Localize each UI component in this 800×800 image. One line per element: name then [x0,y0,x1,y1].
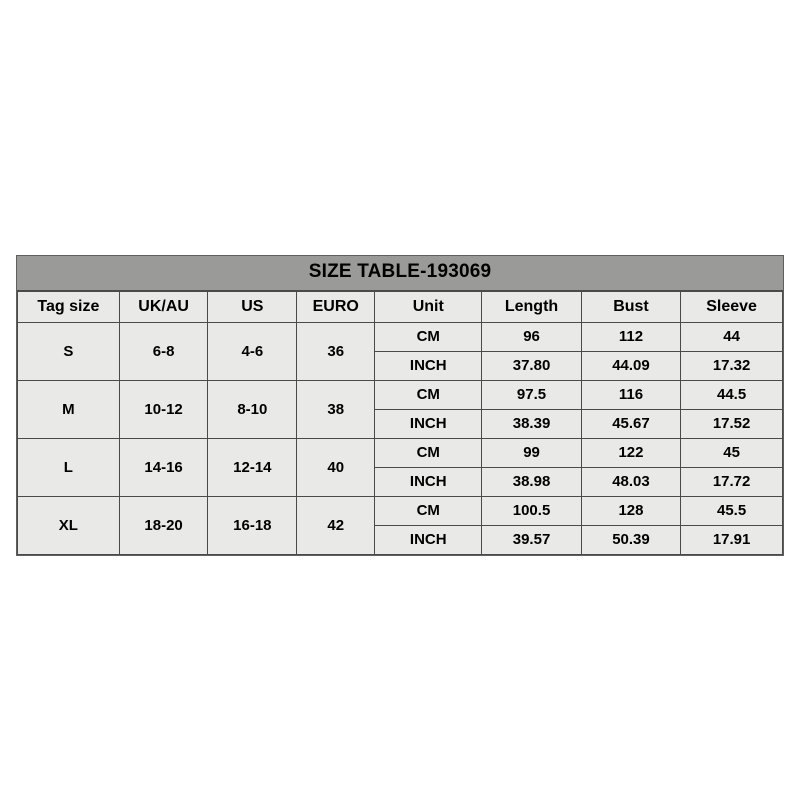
cell-uk-au: 6-8 [119,322,208,380]
cell-unit: CM [375,322,482,351]
cell-bust: 44.09 [581,351,680,380]
cell-length: 97.5 [482,380,581,409]
cell-length: 96 [482,322,581,351]
table-header-row [18,291,783,322]
cell-bust: 48.03 [581,467,680,496]
table-row [18,380,783,409]
cell-sleeve: 45.5 [681,496,783,525]
cell-sleeve: 45 [681,438,783,467]
cell-euro: 38 [297,380,375,438]
cell-length: 99 [482,438,581,467]
cell-unit: INCH [375,525,482,554]
size-chart-title: SIZE TABLE-193069 [17,256,783,291]
column-header-uk-au: UK/AU [119,291,208,322]
cell-unit: CM [375,438,482,467]
table-header [18,291,783,322]
cell-us: 16-18 [208,496,297,554]
table-row [18,438,783,467]
cell-bust: 50.39 [581,525,680,554]
size-table [17,291,783,555]
cell-sleeve: 17.91 [681,525,783,554]
cell-sleeve: 44.5 [681,380,783,409]
cell-uk-au: 10-12 [119,380,208,438]
table-row [18,496,783,525]
column-header-bust: Bust [581,291,680,322]
column-header-sleeve: Sleeve [681,291,783,322]
cell-bust: 128 [581,496,680,525]
cell-bust: 116 [581,380,680,409]
cell-uk-au: 18-20 [119,496,208,554]
cell-bust: 45.67 [581,409,680,438]
cell-unit: CM [375,380,482,409]
column-header-euro: EURO [297,291,375,322]
size-chart [16,255,784,556]
cell-tag-size: M [18,380,120,438]
table-row [18,322,783,351]
cell-us: 8-10 [208,380,297,438]
column-header-tag-size: Tag size [18,291,120,322]
cell-length: 37.80 [482,351,581,380]
cell-bust: 122 [581,438,680,467]
cell-euro: 40 [297,438,375,496]
cell-sleeve: 17.52 [681,409,783,438]
column-header-length: Length [482,291,581,322]
cell-unit: CM [375,496,482,525]
cell-unit: INCH [375,409,482,438]
cell-uk-au: 14-16 [119,438,208,496]
table-body [18,322,783,554]
cell-length: 38.98 [482,467,581,496]
cell-unit: INCH [375,351,482,380]
column-header-us: US [208,291,297,322]
column-header-unit: Unit [375,291,482,322]
cell-tag-size: XL [18,496,120,554]
cell-sleeve: 17.72 [681,467,783,496]
cell-tag-size: S [18,322,120,380]
cell-length: 100.5 [482,496,581,525]
cell-us: 12-14 [208,438,297,496]
cell-sleeve: 17.32 [681,351,783,380]
cell-euro: 42 [297,496,375,554]
cell-length: 38.39 [482,409,581,438]
cell-bust: 112 [581,322,680,351]
cell-tag-size: L [18,438,120,496]
cell-sleeve: 44 [681,322,783,351]
cell-us: 4-6 [208,322,297,380]
cell-euro: 36 [297,322,375,380]
cell-unit: INCH [375,467,482,496]
cell-length: 39.57 [482,525,581,554]
